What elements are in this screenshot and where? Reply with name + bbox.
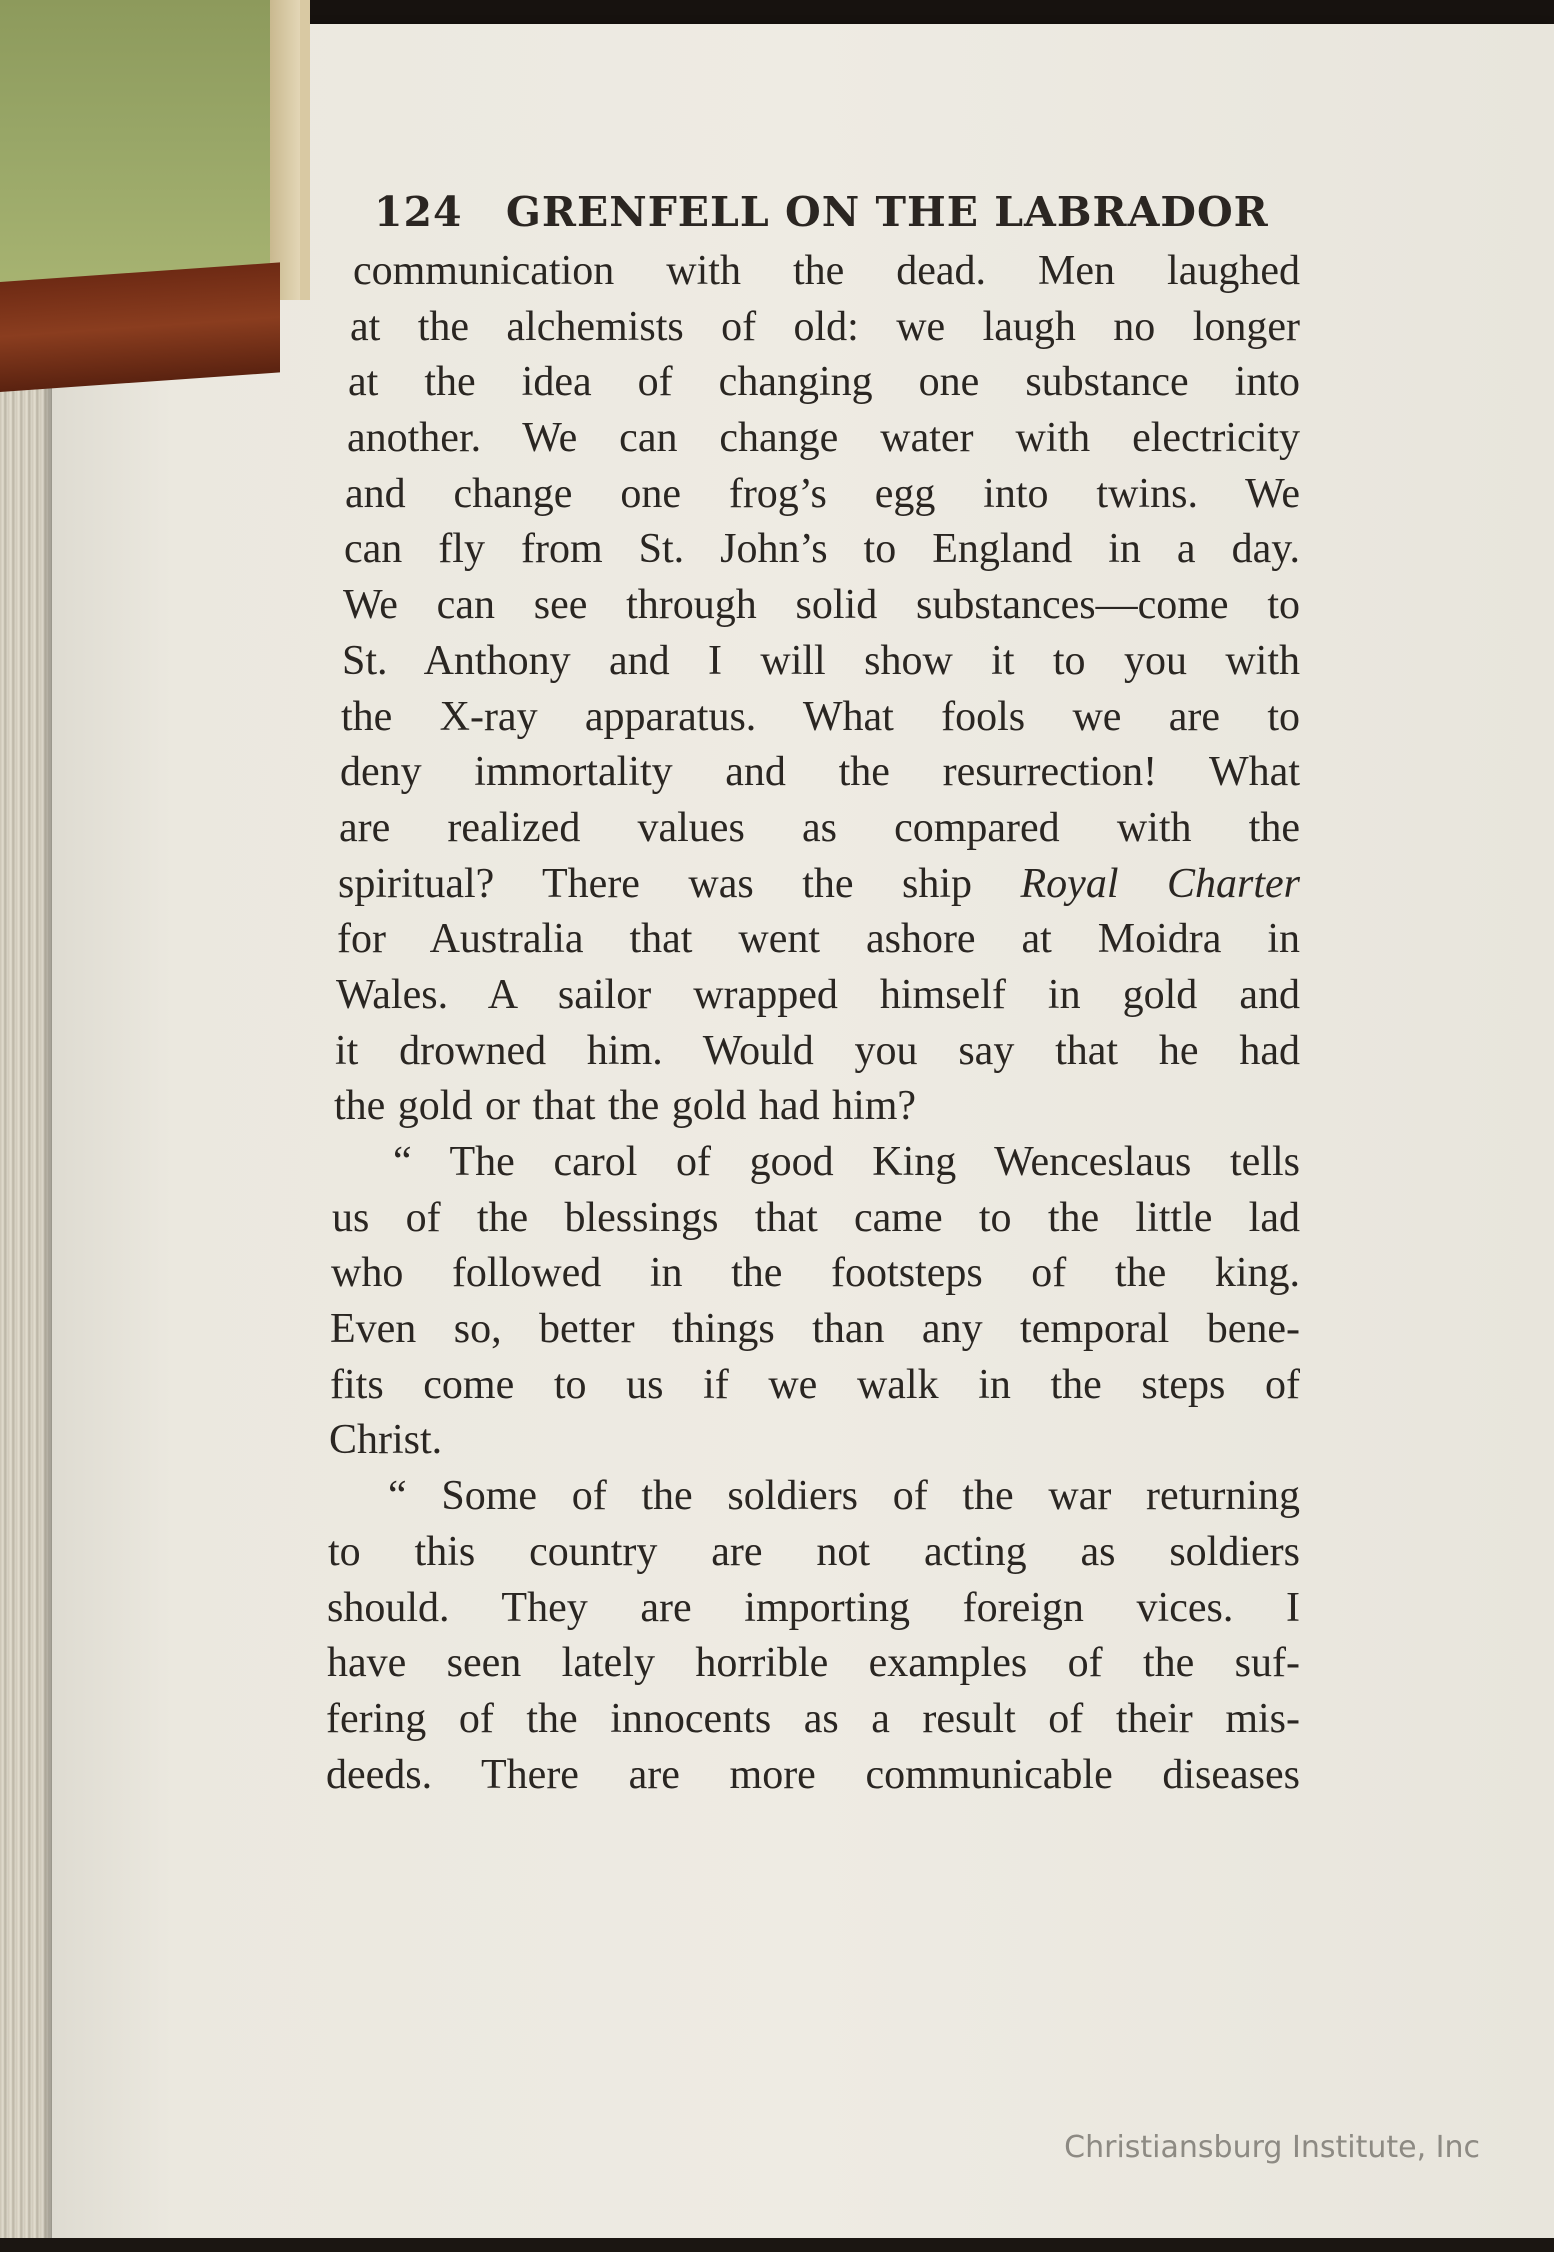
text-line: the gold or that the gold had him? <box>334 1083 917 1130</box>
italic-ship-name: Royal Charter <box>1020 860 1300 907</box>
text-line: “ The carol of good King Wenceslaus tells <box>393 1139 1300 1185</box>
running-head <box>374 180 1300 244</box>
page-number: 124 <box>374 188 463 236</box>
text-run: spiritual? There was the ship <box>338 860 1021 907</box>
text-line: fits come to us if we walk in the steps of <box>330 1361 1300 1408</box>
text-line: fering of the innocents as a result of their mis- <box>326 1695 1300 1742</box>
body-text <box>326 244 1300 1803</box>
text-line: communication with the dead. Men laughed <box>353 248 1300 294</box>
text-line: Even so, better things than any temporal bene- <box>330 1306 1300 1353</box>
text-line: another. We can change water with electricity <box>347 415 1300 462</box>
text-line: and change one frog’s egg into twins. We <box>345 470 1300 517</box>
text-line: Christ. <box>329 1417 443 1464</box>
book-cover-corner <box>0 0 310 300</box>
text-line: it drowned him. Would you say that he had <box>335 1027 1300 1074</box>
text-line: us of the blessings that came to the little lad <box>332 1194 1300 1241</box>
cover-binding <box>0 262 280 392</box>
text-line: Wales. A sailor wrapped himself in gold and <box>336 971 1300 1018</box>
text-line: can fly from St. John’s to England in a day. <box>344 526 1300 573</box>
cover-page-edge <box>270 0 300 300</box>
text-line: deny immortality and the resurrection! What <box>340 749 1300 796</box>
watermark: Christiansburg Institute, Inc <box>1064 2130 1480 2165</box>
text-line: for Australia that went ashore at Moidra in <box>337 916 1300 963</box>
page-text-block <box>326 180 1300 1803</box>
text-line: who followed in the footsteps of the king. <box>331 1250 1300 1297</box>
text-line: “ Some of the soldiers of the war returning <box>388 1473 1300 1520</box>
text-line: St. Anthony and I will show it to you with <box>342 637 1300 684</box>
text-line: should. They are importing foreign vices. I <box>327 1584 1300 1631</box>
text-line: to this country are not acting as soldiers <box>328 1528 1300 1575</box>
background-bottom <box>0 2238 1554 2252</box>
text-line: deeds. There are more communicable diseases <box>326 1751 1300 1798</box>
text-line: have seen lately horrible examples of the suf- <box>327 1640 1300 1687</box>
text-line: the X-ray apparatus. What fools we are to <box>341 693 1300 740</box>
text-line: We can see through solid substances—come to <box>343 582 1300 629</box>
text-line: at the idea of changing one substance into <box>348 359 1300 406</box>
book-title: GRENFELL ON THE LABRADOR <box>505 188 1269 236</box>
text-line: at the alchemists of old: we laugh no longer <box>350 303 1300 350</box>
text-line <box>338 857 1300 913</box>
text-line: are realized values as compared with the <box>339 804 1300 851</box>
